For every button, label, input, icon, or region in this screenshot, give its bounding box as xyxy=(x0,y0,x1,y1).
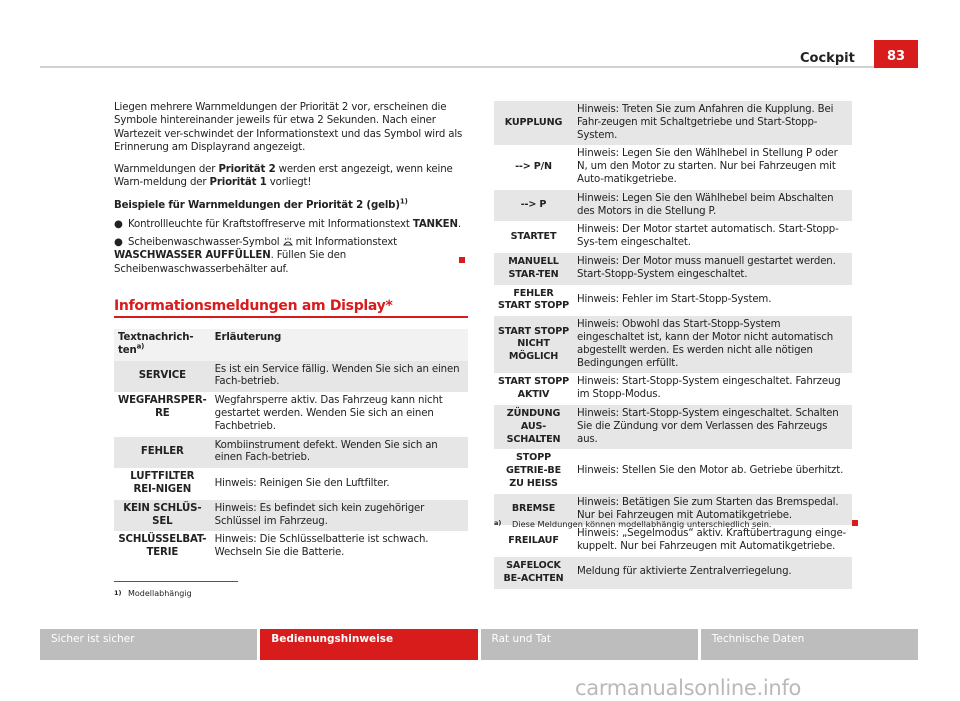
bullet-1-glyph: ● xyxy=(114,219,123,230)
table-cell-key: --> P/N xyxy=(515,161,552,173)
intro-p2-c: werden erst angezeigt, wenn keine Warn-meldung der xyxy=(114,164,453,189)
windshield-washer-icon xyxy=(283,237,293,246)
table-cell-value: Hinweis: Obwohl das Start-Stopp-System eingeschaltet ist, kann der Motor nicht automatisch abgestellt werden. Es werden nicht alle nötigen Bedingungen erfüllt. xyxy=(577,319,833,369)
table-cell-value: Hinweis: Der Motor muss manuell gestartet werden. Start-Stopp-System eingeschaltet. xyxy=(577,255,836,280)
table-cell-key: KUPPLUNG xyxy=(504,116,563,128)
table-cell-key: FEHLER START STOPP xyxy=(498,287,569,312)
bullet-2-d: . Füllen Sie den Scheibenwaschwasserbehälter auf. xyxy=(114,250,347,275)
table-row xyxy=(114,500,468,532)
table-cell-key: WEGFAHRSPER-RE xyxy=(118,395,207,419)
table-cell-key: START STOPP NICHT MÖGLICH xyxy=(498,325,569,363)
page-title: Cockpit xyxy=(800,51,855,66)
table-cell-key: STOPP GETRIE-BE ZU HEISS xyxy=(506,452,561,489)
bullet-item-2 xyxy=(114,236,460,276)
bullet-1-b: TANKEN xyxy=(412,219,458,230)
section-end-marker xyxy=(459,257,465,263)
table-cell-key: KEIN SCHLÜS-SEL xyxy=(123,502,202,527)
table-cell-value: Kombiinstrument defekt. Wenden Sie sich an einen Fach-betrieb. xyxy=(214,439,438,464)
page-number: 83 xyxy=(874,40,918,68)
table-row xyxy=(494,190,852,222)
bullet-2-a: Scheibenwaschwasser-Symbol xyxy=(128,237,283,248)
bullet-item-1 xyxy=(114,218,470,231)
bullet-2-b: mit Informationstext xyxy=(292,237,398,248)
table-row xyxy=(494,373,852,405)
table-footnote-label: a) xyxy=(494,519,502,527)
table-cell-value: Es ist ein Service fällig. Wenden Sie sich an einen Fach-betrieb. xyxy=(214,363,460,388)
intro-p2-e: vorliegt! xyxy=(266,177,312,189)
header-rule xyxy=(40,66,918,68)
table-cell-value: Hinweis: Fehler im Start-Stopp-System. xyxy=(577,293,772,305)
section-title: Informationsmeldungen am Display* xyxy=(114,298,393,314)
intro-p2-d: Priorität 1 xyxy=(209,177,267,189)
table-cell-value: Hinweis: Betätigen Sie zum Starten das Bremspedal. Nur bei Fahrzeugen mit Automatikgetriebe. xyxy=(577,496,839,521)
table-row xyxy=(494,525,852,557)
intro-p2-a: Warnmeldungen der xyxy=(114,164,219,175)
footer-tab-operation[interactable]: Bedienungshinweise xyxy=(260,629,477,660)
table-header-explanation: Erläuterung xyxy=(211,329,468,361)
bullet-2-c: WASCHWASSER AUFFÜLLEN xyxy=(114,250,271,262)
messages-table-right xyxy=(494,101,852,589)
table-cell-value: Hinweis: Die Schlüsselbatterie ist schwach. Wechseln Sie die Batterie. xyxy=(214,534,429,559)
table-cell-value: Hinweis: Stellen Sie den Motor ab. Getriebe überhitzt. xyxy=(577,465,844,477)
table-cell-key: SERVICE xyxy=(138,369,186,381)
table-cell-key: --> P xyxy=(520,199,547,211)
table-header-textmessages: Textnachrich-ten$^{a)}$ xyxy=(114,329,211,361)
examples-heading-sup: 1) xyxy=(399,197,408,206)
table-header-row xyxy=(114,329,468,361)
table-row xyxy=(114,392,468,436)
table-row xyxy=(494,253,852,285)
table-cell-value: Hinweis: Der Motor startet automatisch. Start-Stopp-Sys-tem eingeschaltet. xyxy=(577,224,839,249)
table-cell-value: Hinweis: Es befindet sich kein zugehöriger Schlüssel im Fahrzeug. xyxy=(214,502,425,527)
footer-nav xyxy=(40,629,918,660)
table-cell-value: Hinweis: Treten Sie zum Anfahren die Kupplung. Bei Fahr-zeugen mit Schaltgetriebe und Start-Stopp-System. xyxy=(577,104,834,141)
table-cell-value: Hinweis: Legen Sie den Wählhebel in Stellung P oder N, um den Motor zu starten. Nur bei Fahrzeugen mit Auto-matikgetriebe. xyxy=(577,148,838,185)
section-rule xyxy=(114,316,468,318)
table-row xyxy=(114,361,468,393)
table-footnote xyxy=(494,519,772,529)
intro-p2-b: Priorität 2 xyxy=(218,164,276,175)
table-cell-key: BREMSE xyxy=(511,503,556,515)
table-row xyxy=(114,468,468,500)
bullet-1-c: . xyxy=(457,219,461,230)
table-cell-key: FEHLER xyxy=(140,445,184,457)
table-cell-key: SCHLÜSSELBAT-TERIE xyxy=(118,534,207,559)
footer-tab-safety[interactable]: Sicher ist sicher xyxy=(40,629,257,660)
footnote-rule xyxy=(114,581,238,582)
intro-paragraph-2 xyxy=(114,163,470,190)
table-end-marker xyxy=(852,520,858,526)
table-cell-key: SAFELOCK BE-ACHTEN xyxy=(503,559,564,584)
watermark: carmanualsonline.info xyxy=(575,676,802,700)
examples-heading xyxy=(114,199,470,212)
table-cell-value: Hinweis: Reinigen Sie den Luftfilter. xyxy=(214,477,390,489)
table-row xyxy=(494,221,852,253)
table-row xyxy=(494,449,852,493)
table-cell-value: Wegfahrsperre aktiv. Das Fahrzeug kann nicht gestartet werden. Wenden Sie sich an einen Fachbetrieb. xyxy=(214,395,443,432)
table-cell-value: Hinweis: Start-Stopp-System eingeschaltet. Schalten Sie die Zündung vor dem Verlassen des Fahrzeugs aus. xyxy=(577,407,839,445)
table-cell-key: START STOPP AKTIV xyxy=(498,376,569,401)
footer-tab-advice[interactable]: Rat und Tat xyxy=(481,629,698,660)
table-row xyxy=(494,101,852,145)
table-cell-key: LUFTFILTER REI-NIGEN xyxy=(130,471,195,495)
table-row xyxy=(494,145,852,189)
footer-tab-technical-data[interactable]: Technische Daten xyxy=(701,629,918,660)
table-row xyxy=(494,405,852,449)
footnote-label: 1) xyxy=(114,589,122,597)
table-row xyxy=(494,557,852,589)
table-row xyxy=(494,316,852,373)
bullet-1-a: Kontrollleuchte für Kraftstoffreserve mit Informationstext xyxy=(128,219,413,230)
table-row xyxy=(114,437,468,469)
examples-heading-text: Beispiele für Warnmeldungen der Priorität 2 (gelb) xyxy=(114,200,400,211)
footnote-text: Modellabhängig xyxy=(128,589,192,598)
intro-paragraph-1: Liegen mehrere Warnmeldungen der Priorität 2 vor, erscheinen die Symbole hintereinander jeweils für etwa 2 Sekunden. Nach einer Wartezeit ver-schwindet der Informationstext und das Symbol wird als Erinnerung am Displayrand angezeigt. xyxy=(114,102,463,154)
table-cell-value: Hinweis: Legen Sie den Wählhebel beim Abschalten des Motors in die Stellung P. xyxy=(577,192,834,217)
table-cell-key: FREILAUF xyxy=(508,534,559,546)
table-row xyxy=(494,285,852,317)
bullet-2-glyph: ● xyxy=(114,237,123,248)
table-cell-value: Hinweis: „Segelmodus“ aktiv. Kraftübertragung einge-kuppelt. Nur bei Fahrzeugen mit Automatikgetriebe. xyxy=(577,528,847,553)
table-footnote-text: Diese Meldungen können modellabhängig unterschiedlich sein. xyxy=(512,519,772,529)
table-cell-value: Meldung für aktivierte Zentralverriegelung. xyxy=(577,566,792,578)
table-cell-key: MANUELL STAR-TEN xyxy=(508,255,559,280)
table-row xyxy=(114,531,468,563)
footnote xyxy=(114,589,192,598)
table-cell-value: Hinweis: Start-Stopp-System eingeschaltet. Fahrzeug im Stopp-Modus. xyxy=(577,376,841,401)
table-cell-key: ZÜNDUNG AUS-SCHALTEN xyxy=(506,407,561,445)
table-cell-key: STARTET xyxy=(510,230,557,242)
messages-table-left xyxy=(114,329,468,563)
